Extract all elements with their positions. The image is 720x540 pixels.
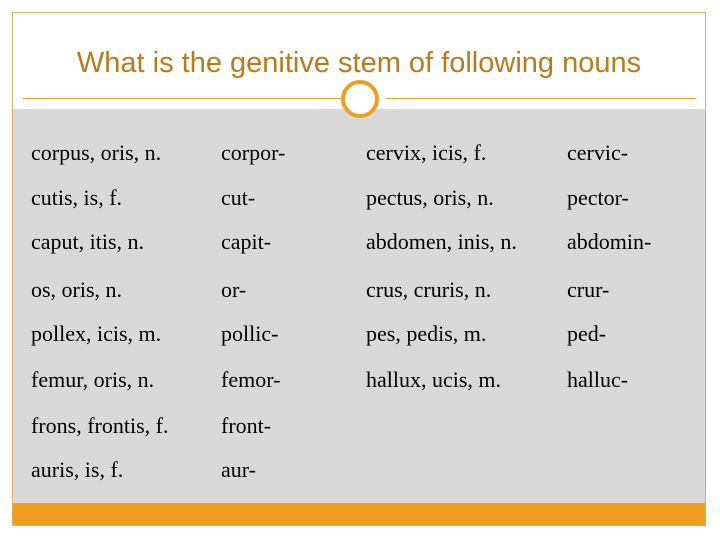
stem-cell: femor- (221, 367, 281, 392)
stem-cell: aur- (221, 457, 256, 482)
noun-cell: os, oris, n. (31, 277, 123, 302)
stem-cell: or- (221, 277, 247, 302)
stem-cell: ped- (567, 321, 607, 346)
stem-cell: corpor- (221, 140, 286, 165)
content-panel (13, 109, 705, 503)
noun-cell: pes, pedis, m. (366, 321, 487, 346)
noun-cell: pollex, icis, m. (31, 321, 162, 346)
noun-cell: cervix, icis, f. (366, 140, 487, 165)
stem-cell: capit- (221, 229, 272, 254)
stem-cell: front- (221, 413, 272, 438)
noun-cell: abdomen, inis, n. (366, 229, 517, 254)
stem-cell: halluc- (567, 367, 629, 392)
noun-cell: corpus, oris, n. (31, 140, 162, 165)
title-divider-left (23, 98, 341, 99)
stem-cell: abdomin- (567, 229, 652, 254)
noun-cell: pectus, oris, n. (366, 185, 494, 210)
noun-cell: hallux, ucis, m. (366, 367, 502, 392)
noun-cell: frons, frontis, f. (31, 413, 169, 438)
stem-cell: cut- (221, 185, 256, 210)
noun-cell: caput, itis, n. (31, 229, 145, 254)
stem-cell: cervic- (567, 140, 629, 165)
stem-cell: pector- (567, 185, 629, 210)
noun-cell: femur, oris, n. (31, 367, 155, 392)
title-divider-right (386, 98, 696, 99)
stem-cell: crur- (567, 277, 610, 302)
bottom-accent-bar (13, 503, 705, 525)
noun-cell: auris, is, f. (31, 457, 124, 482)
stem-cell: pollic- (221, 321, 279, 346)
noun-cell: crus, cruris, n. (366, 277, 492, 302)
ring-ornament-icon (341, 80, 379, 118)
noun-cell: cutis, is, f. (31, 185, 123, 210)
slide-title: What is the genitive stem of following nouns (76, 47, 642, 79)
